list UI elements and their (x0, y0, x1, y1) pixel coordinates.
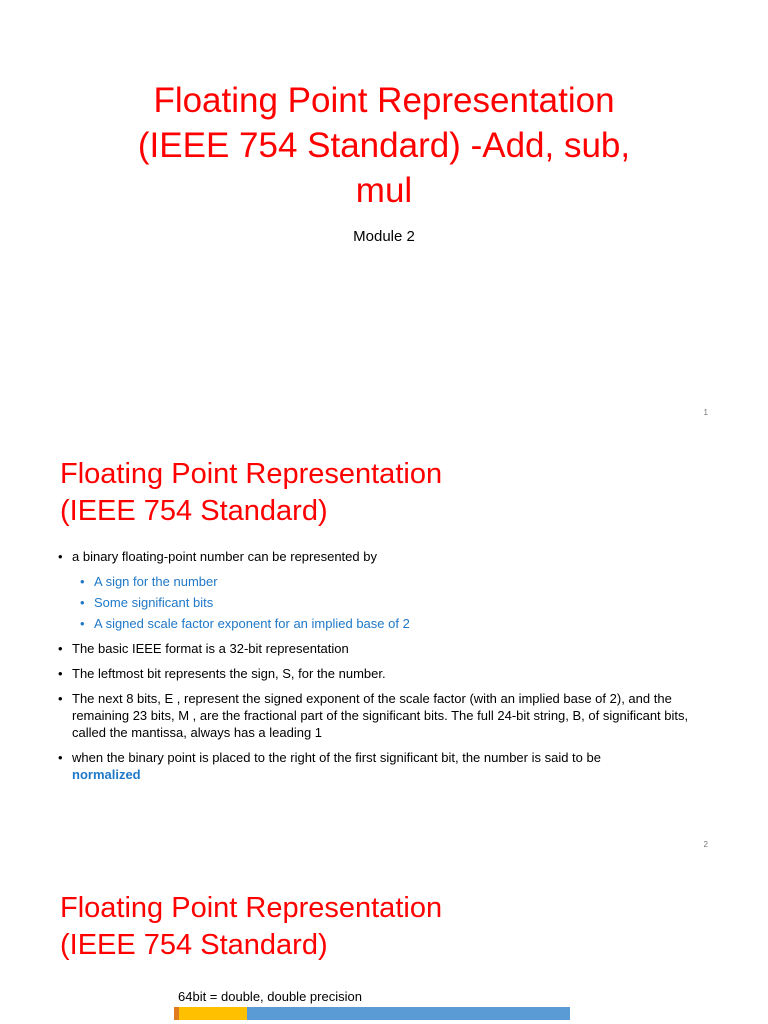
slide-1-title (40, 78, 728, 213)
title-line-1: Floating Point Representation (60, 892, 443, 924)
slide-3-title (60, 890, 442, 964)
bullet-list (58, 548, 708, 791)
bullet-text: The leftmost bit represents the sign, S, for the number. (72, 666, 386, 681)
bullet-text: The next 8 bits, E , represent the signed exponent of the scale factor (with an implied base of 2), and the remaining 23 bits, M , are the fractional part of the significant bits. The full 24-bit string, B, of significant bits, called the mantissa, always has a leading 1 (72, 691, 689, 740)
bullet-text: a binary floating-point number can be represented by (72, 549, 377, 564)
bit-layout-bar (174, 1007, 570, 1020)
sub-bullet-item (80, 615, 708, 632)
exponent-segment (179, 1007, 247, 1020)
bullet-marker: • (58, 549, 63, 564)
bullet-text: The basic IEEE format is a 32-bit representation (72, 641, 349, 656)
sub-bullet-item (80, 573, 708, 590)
slide-3 (0, 864, 768, 1024)
title-line-2: (IEEE 754 Standard) (60, 495, 328, 527)
page-number: 1 (703, 408, 708, 417)
title-line-3: mul (355, 171, 413, 210)
bullet-marker: • (58, 750, 63, 765)
slide-2 (0, 432, 768, 864)
subtitle: Module 2 (353, 228, 415, 245)
bullet-item (58, 665, 708, 682)
sub-bullet-text: A signed scale factor exponent for an implied base of 2 (94, 616, 410, 631)
bullet-item (58, 690, 708, 741)
bullet-marker: • (58, 641, 63, 656)
bit-layout-label: 64bit = double, double precision (178, 989, 362, 1004)
title-line-2: (IEEE 754 Standard) (60, 929, 328, 961)
sub-bullet-text: Some significant bits (94, 595, 214, 610)
sub-bullet-text: A sign for the number (94, 574, 218, 589)
bullet-item (58, 749, 708, 783)
bullet-marker: • (80, 574, 85, 589)
slide-1 (0, 0, 768, 432)
bullet-text: when the binary point is placed to the right of the first significant bit, the number is said to be (72, 750, 601, 765)
bullet-marker: • (58, 691, 63, 706)
bullet-text-normalized (72, 749, 708, 783)
bullet-marker: • (80, 595, 85, 610)
bullet-item (58, 640, 708, 657)
bullet-marker: • (58, 666, 63, 681)
normalized-term: normalized (72, 767, 141, 782)
page-number: 2 (703, 840, 708, 849)
bullet-marker: • (80, 616, 85, 631)
title-line-1: Floating Point Representation (60, 458, 443, 490)
slide-2-title (60, 456, 442, 530)
bullet-item (58, 548, 708, 565)
title-line-2: (IEEE 754 Standard) -Add, sub, (137, 126, 631, 165)
sub-bullet-item (80, 594, 708, 611)
title-line-1: Floating Point Representation (153, 81, 615, 120)
